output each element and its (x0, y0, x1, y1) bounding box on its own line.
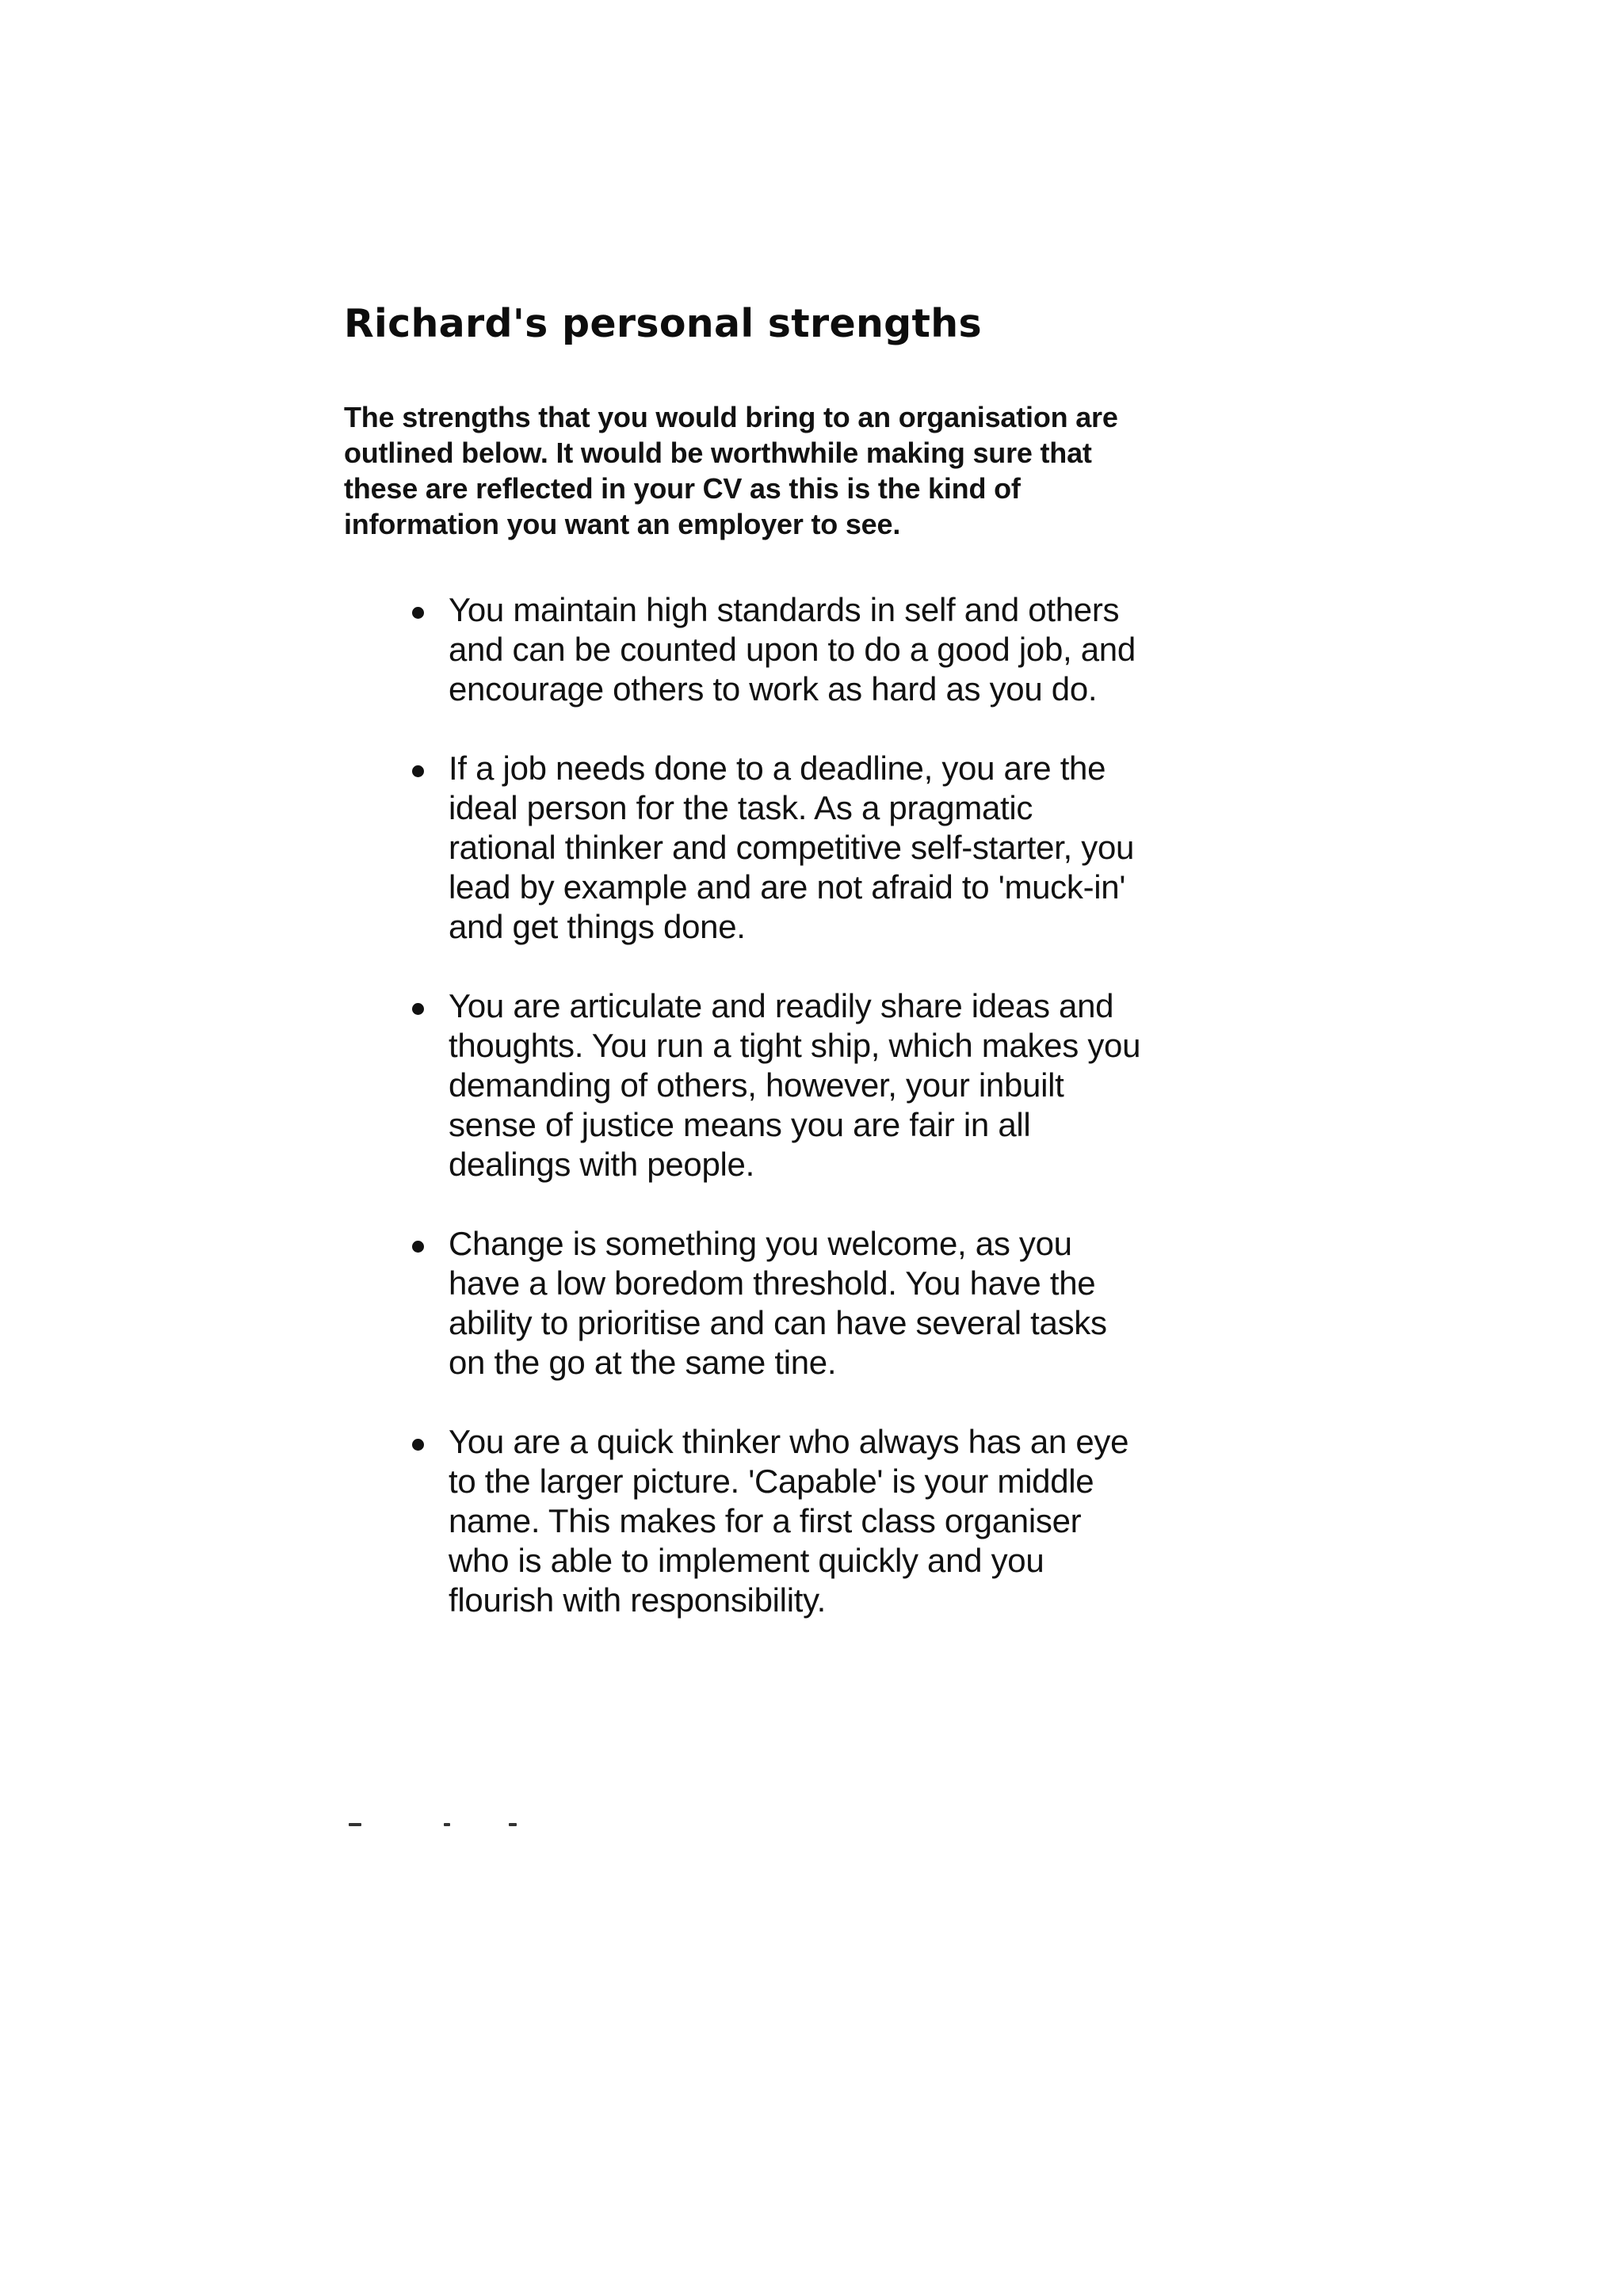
list-item (396, 986, 1141, 1184)
list-item (396, 590, 1141, 709)
list-item (396, 1224, 1141, 1383)
bullet-icon (412, 607, 424, 619)
strength-text: You are articulate and readily share ideas and thoughts. You run a tight ship, which makes you demanding of others, however, your inbuilt sense of justice means you are fair in all dealings with people. (449, 987, 1141, 1183)
strength-text: You maintain high standards in self and others and can be counted upon to do a good job, and encourage others to work as hard as you do. (449, 591, 1136, 707)
strength-text: You are a quick thinker who always has an eye to the larger picture. 'Capable' is your middle name. This makes for a first class organiser who is able to implement quickly and you flourish with responsibility. (449, 1423, 1129, 1619)
intro-paragraph: The strengths that you would bring to an organisation are outlined below. It would be worthwhile making sure that these are reflected in your CV as this is the kind of information you want an employer to see. (344, 401, 1118, 540)
bullet-icon (412, 1241, 424, 1253)
strengths-list (396, 590, 1141, 1660)
bullet-icon (412, 1003, 424, 1015)
scan-speck (509, 1823, 517, 1826)
scan-speck (349, 1823, 361, 1826)
strength-text: If a job needs done to a deadline, you are the ideal person for the task. As a pragmatic rational thinker and competitive self-starter, you lead by example and are not afraid to 'muck-in' and get things done. (449, 749, 1135, 945)
list-item (396, 749, 1141, 947)
scan-artifact-marks (349, 1823, 523, 1828)
list-item (396, 1422, 1141, 1620)
page-title: Richard's personal strengths (344, 301, 982, 346)
strength-text: Change is something you welcome, as you have a low boredom threshold. You have the ability to prioritise and can have several tasks on the go at the same tine. (449, 1225, 1107, 1381)
bullet-icon (412, 765, 424, 777)
scan-speck (444, 1823, 450, 1826)
bullet-icon (412, 1439, 424, 1451)
